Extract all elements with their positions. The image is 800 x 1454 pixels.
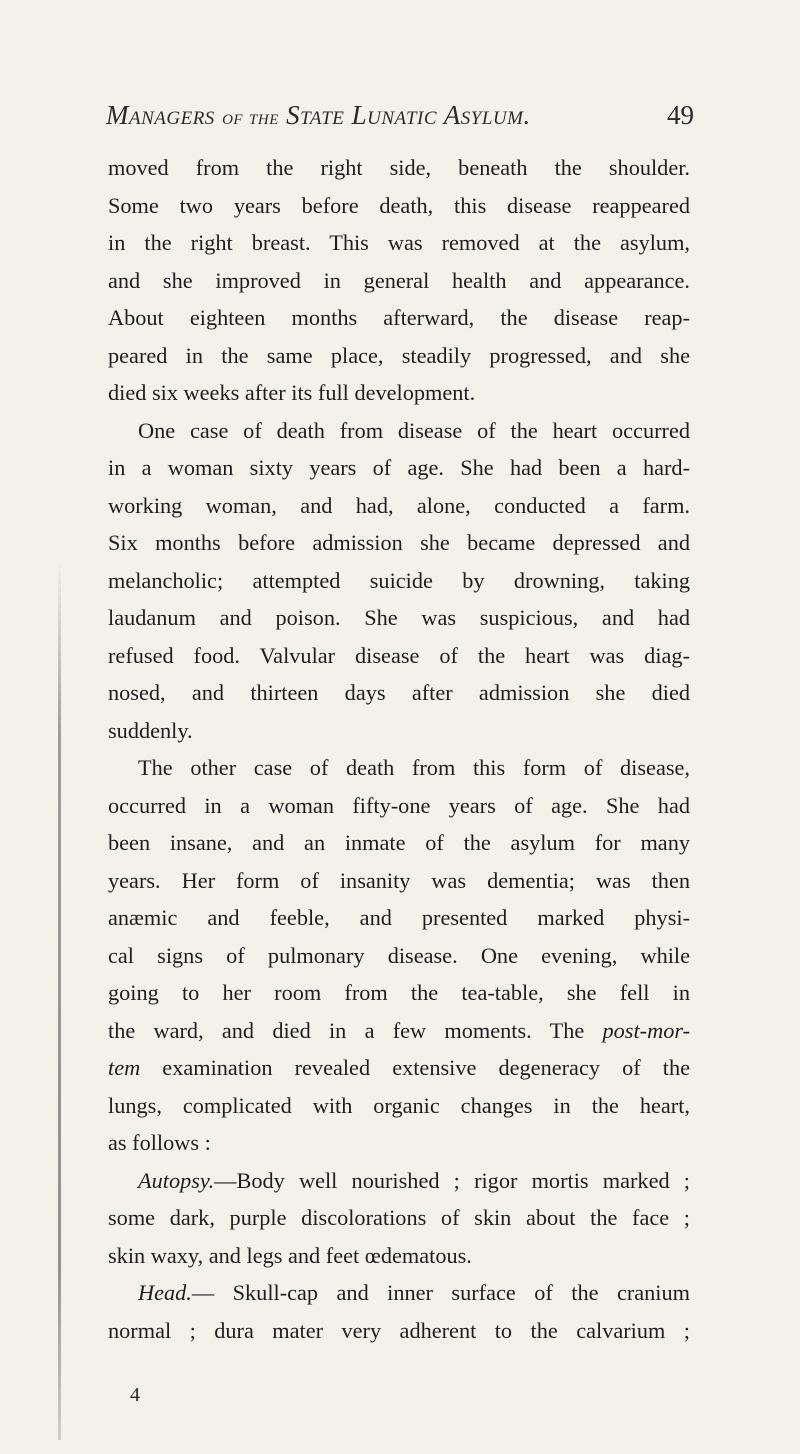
line-text: peared in the same place, steadily progressed, and she xyxy=(108,342,690,368)
text-line xyxy=(108,187,690,225)
line-text: Some two years before death, this disease reappeared xyxy=(108,192,690,218)
binding-shadow xyxy=(58,560,61,1440)
text-line xyxy=(108,862,690,900)
line-text: the ward, and died in a few moments. The xyxy=(108,1017,603,1043)
page-number: 49 xyxy=(667,100,694,130)
text-line xyxy=(108,524,690,562)
text-line xyxy=(108,562,690,600)
line-text: in the right breast. This was removed at the asylum, xyxy=(108,230,690,255)
text-line xyxy=(108,1237,690,1275)
body-text xyxy=(108,149,690,1349)
text-line xyxy=(108,374,690,412)
text-line xyxy=(108,899,690,937)
line-text: some dark, purple discolorations of skin about the face ; xyxy=(108,1205,690,1230)
line-text: The other case of death from this form of disease, xyxy=(138,755,690,780)
line-text: occurred in a woman fifty-one years of age. She had xyxy=(108,792,690,818)
text-line xyxy=(108,299,690,337)
text-line xyxy=(108,1124,690,1162)
text-line xyxy=(108,1162,690,1200)
line-text: been insane, and an inmate of the asylum for many xyxy=(108,830,690,855)
text-line xyxy=(108,824,690,862)
line-text: lungs, complicated with organic changes in the heart, xyxy=(108,1092,690,1118)
italic-text: Head. xyxy=(138,1280,192,1305)
signature-mark: 4 xyxy=(130,1384,140,1406)
text-line xyxy=(108,337,690,375)
text-line xyxy=(108,1199,690,1237)
line-text: moved from the right side, beneath the shoulder. xyxy=(108,155,690,180)
line-text: — Skull-cap and inner surface of the cranium xyxy=(191,1280,690,1305)
line-text: anæmic and feeble, and presented marked physi- xyxy=(108,905,690,930)
text-line xyxy=(108,974,690,1012)
line-text: suddenly. xyxy=(108,717,193,743)
running-head xyxy=(106,100,694,140)
text-line xyxy=(108,1312,690,1350)
line-text: working woman, and had, alone, conducted a farm. xyxy=(108,492,690,518)
italic-text: post-mor- xyxy=(602,1017,690,1043)
text-line xyxy=(108,674,690,712)
line-text: normal ; dura mater very adherent to the calvarium ; xyxy=(108,1317,690,1343)
line-text: years. Her form of insanity was dementia; was then xyxy=(108,867,690,893)
running-title-part-3: State Lunatic Asylum. xyxy=(286,100,531,130)
running-title-part-2: of the xyxy=(222,104,279,129)
text-line xyxy=(108,599,690,637)
line-text: examination revealed extensive degeneracy of the xyxy=(140,1055,690,1080)
line-text: melancholic; attempted suicide by drowning, taking xyxy=(108,567,690,593)
line-text: cal signs of pulmonary disease. One evening, while xyxy=(108,942,690,968)
text-line xyxy=(108,412,690,450)
text-line xyxy=(108,1274,690,1312)
line-text: and she improved in general health and appearance. xyxy=(108,267,690,293)
line-text: in a woman sixty years of age. She had been a hard- xyxy=(108,455,690,480)
text-line xyxy=(108,1087,690,1125)
text-line xyxy=(108,749,690,787)
line-text: going to her room from the tea-table, she fell in xyxy=(108,980,690,1005)
text-line xyxy=(108,787,690,825)
text-line xyxy=(108,224,690,262)
text-line xyxy=(108,937,690,975)
line-text: —Body well nourished ; rigor mortis marked ; xyxy=(214,1167,690,1193)
line-text: died six weeks after its full development. xyxy=(108,380,476,405)
italic-text: Autopsy. xyxy=(138,1167,215,1193)
running-title xyxy=(106,100,531,131)
line-text: skin waxy, and legs and feet œdematous. xyxy=(108,1242,472,1268)
text-line xyxy=(108,637,690,675)
line-text: About eighteen months afterward, the disease reap- xyxy=(108,305,690,330)
running-title-part-1: Managers xyxy=(106,100,215,130)
line-text: laudanum and poison. She was suspicious, and had xyxy=(108,605,690,630)
text-line xyxy=(108,1012,690,1050)
italic-text: tem xyxy=(108,1055,141,1080)
text-line xyxy=(108,262,690,300)
text-line xyxy=(108,712,690,750)
text-line xyxy=(108,1049,690,1087)
line-text: Six months before admission she became depressed and xyxy=(108,530,690,555)
line-text: One case of death from disease of the heart occurred xyxy=(138,417,690,443)
line-text: as follows : xyxy=(108,1130,211,1155)
line-text: refused food. Valvular disease of the heart was diag- xyxy=(108,642,690,668)
text-line xyxy=(108,149,690,187)
line-text: nosed, and thirteen days after admission she died xyxy=(108,680,690,705)
text-line xyxy=(108,449,690,487)
text-line xyxy=(108,487,690,525)
